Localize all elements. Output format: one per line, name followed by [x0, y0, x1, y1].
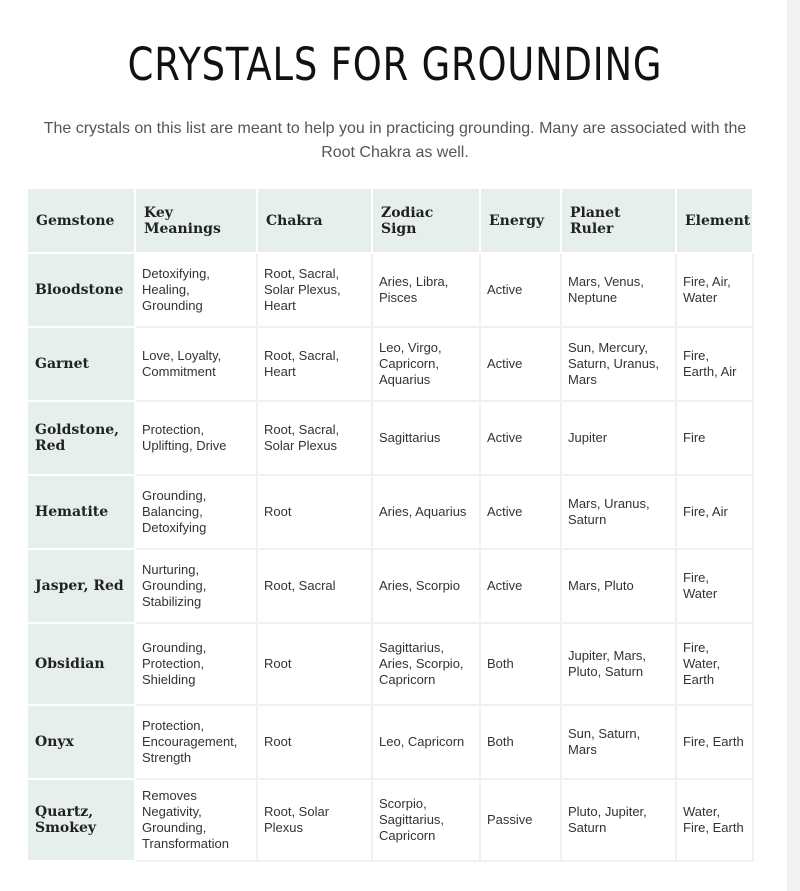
header-chakra: Chakra: [258, 189, 373, 254]
planet-cell: Pluto, Jupiter, Saturn: [562, 780, 677, 862]
planet-cell: Mars, Pluto: [562, 550, 677, 624]
header-energy: Energy: [481, 189, 562, 254]
gemstone-cell: Goldstone, Red: [28, 402, 136, 476]
element-cell: Water, Fire, Earth: [677, 780, 754, 862]
element-cell: Fire, Earth: [677, 706, 754, 780]
meanings-cell: Nurturing, Grounding, Stabilizing: [136, 550, 258, 624]
gemstone-cell: Onyx: [28, 706, 136, 780]
energy-cell: Active: [481, 402, 562, 476]
gemstone-cell: Hematite: [28, 476, 136, 550]
header-planet-ruler: Planet Ruler: [562, 189, 677, 254]
element-cell: Fire: [677, 402, 754, 476]
element-cell: Fire, Air: [677, 476, 754, 550]
page-edge-strip: [787, 0, 800, 891]
crystal-table-container: [28, 189, 754, 862]
chakra-cell: Root: [258, 476, 373, 550]
crystal-table: [28, 189, 754, 862]
element-cell: Fire, Earth, Air: [677, 328, 754, 402]
chakra-cell: Root, Sacral, Solar Plexus, Heart: [258, 254, 373, 328]
page-subtitle: The crystals on this list are meant to help you in practicing grounding. Many are associated with the Root Chakra as well.: [43, 120, 747, 161]
header-element: Element: [677, 189, 754, 254]
meanings-cell: Protection, Encouragement, Strength: [136, 706, 258, 780]
energy-cell: Active: [481, 476, 562, 550]
gemstone-cell: Garnet: [28, 328, 136, 402]
header-key-meanings: Key Meanings: [136, 189, 258, 254]
chakra-cell: Root: [258, 706, 373, 780]
header-gemstone: Gemstone: [28, 189, 136, 254]
planet-cell: Jupiter, Mars, Pluto, Saturn: [562, 624, 677, 706]
energy-cell: Active: [481, 328, 562, 402]
meanings-cell: Grounding, Balancing, Detoxifying: [136, 476, 258, 550]
element-cell: Fire, Air, Water: [677, 254, 754, 328]
zodiac-cell: Sagittarius, Aries, Scorpio, Capricorn: [373, 624, 481, 706]
element-cell: Fire, Water, Earth: [677, 624, 754, 706]
zodiac-cell: Leo, Capricorn: [373, 706, 481, 780]
planet-cell: Mars, Venus, Neptune: [562, 254, 677, 328]
meanings-cell: Detoxifying, Healing, Grounding: [136, 254, 258, 328]
meanings-cell: Removes Negativity, Grounding, Transformation: [136, 780, 258, 862]
table-header-row: [28, 189, 754, 254]
energy-cell: Passive: [481, 780, 562, 862]
gemstone-cell: Jasper, Red: [28, 550, 136, 624]
meanings-cell: Protection, Uplifting, Drive: [136, 402, 258, 476]
zodiac-cell: Aries, Aquarius: [373, 476, 481, 550]
chakra-cell: Root, Sacral, Solar Plexus: [258, 402, 373, 476]
table-row: [28, 780, 754, 862]
table-row: [28, 550, 754, 624]
planet-cell: Sun, Mercury, Saturn, Uranus, Mars: [562, 328, 677, 402]
meanings-cell: Grounding, Protection, Shielding: [136, 624, 258, 706]
table-row: [28, 328, 754, 402]
energy-cell: Both: [481, 706, 562, 780]
page-title: CRYSTALS FOR GROUNDING: [127, 38, 663, 91]
energy-cell: Active: [481, 254, 562, 328]
meanings-cell: Love, Loyalty, Commitment: [136, 328, 258, 402]
header-zodiac-sign: Zodiac Sign: [373, 189, 481, 254]
chakra-cell: Root, Sacral: [258, 550, 373, 624]
gemstone-cell: Obsidian: [28, 624, 136, 706]
table-row: [28, 254, 754, 328]
energy-cell: Active: [481, 550, 562, 624]
gemstone-cell: Quartz, Smokey: [28, 780, 136, 862]
table-row: [28, 476, 754, 550]
zodiac-cell: Leo, Virgo, Capricorn, Aquarius: [373, 328, 481, 402]
zodiac-cell: Sagittarius: [373, 402, 481, 476]
chakra-cell: Root: [258, 624, 373, 706]
planet-cell: Mars, Uranus, Saturn: [562, 476, 677, 550]
element-cell: Fire, Water: [677, 550, 754, 624]
zodiac-cell: Scorpio, Sagittarius, Capricorn: [373, 780, 481, 862]
energy-cell: Both: [481, 624, 562, 706]
table-row: [28, 402, 754, 476]
planet-cell: Jupiter: [562, 402, 677, 476]
table-row: [28, 624, 754, 706]
chakra-cell: Root, Solar Plexus: [258, 780, 373, 862]
planet-cell: Sun, Saturn, Mars: [562, 706, 677, 780]
zodiac-cell: Aries, Libra, Pisces: [373, 254, 481, 328]
zodiac-cell: Aries, Scorpio: [373, 550, 481, 624]
chakra-cell: Root, Sacral, Heart: [258, 328, 373, 402]
table-row: [28, 706, 754, 780]
gemstone-cell: Bloodstone: [28, 254, 136, 328]
